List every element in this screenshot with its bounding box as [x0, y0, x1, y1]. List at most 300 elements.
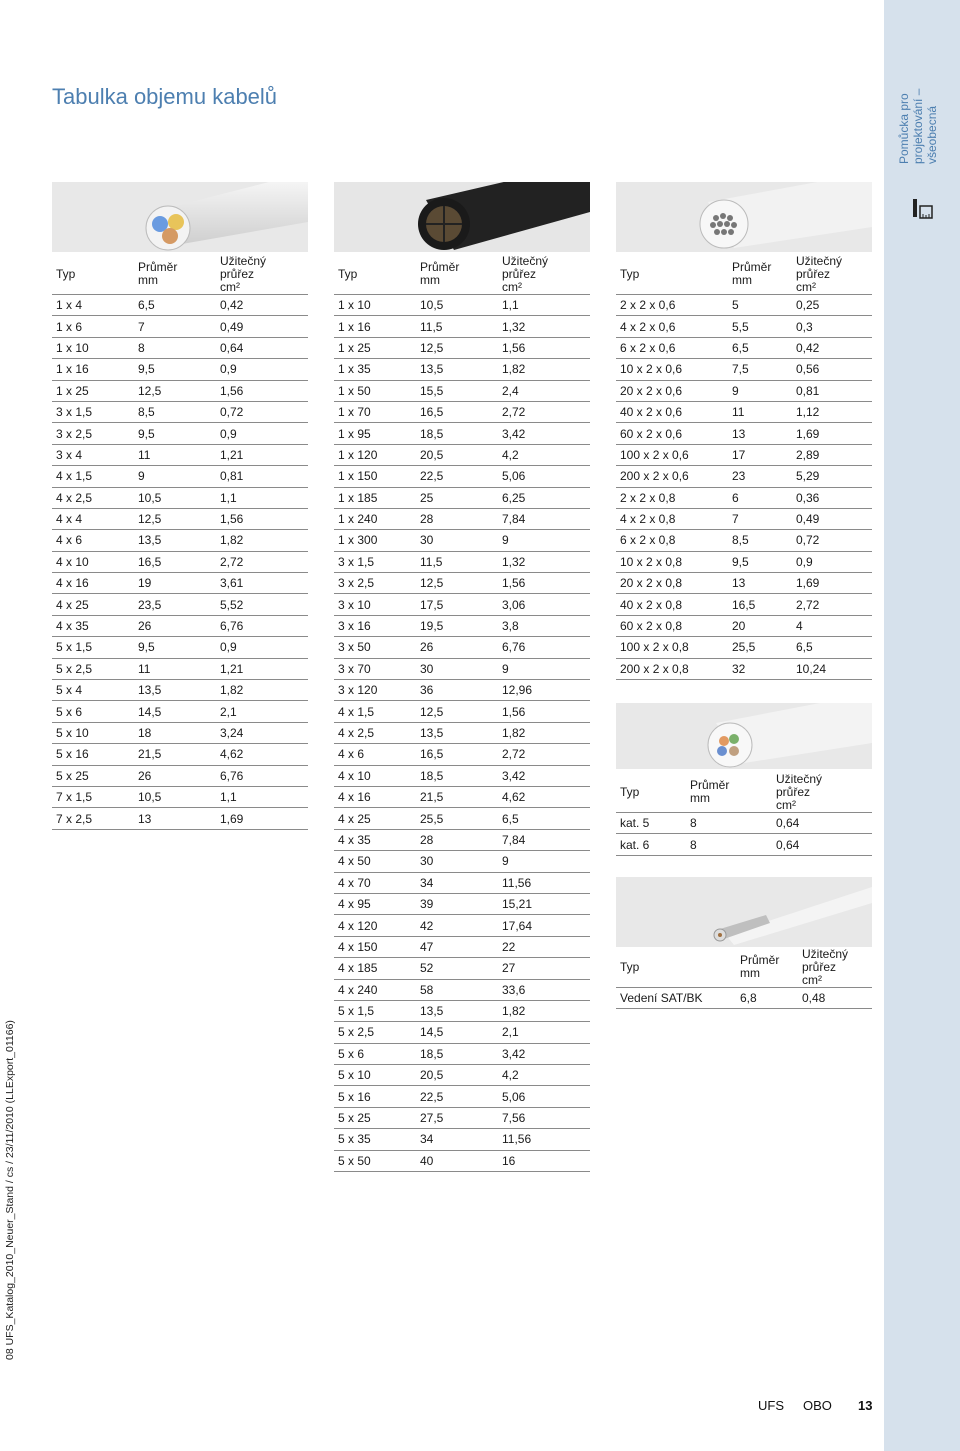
table-header: [334, 254, 590, 295]
cell-prumer: 12,5: [134, 380, 216, 401]
cell-prumer: 34: [416, 1129, 498, 1150]
cell-prumer: 17: [728, 444, 792, 465]
cell-prumer: 30: [416, 658, 498, 679]
cell-prurez: 1,56: [498, 701, 590, 722]
header-prumer: Průměr mm: [728, 254, 792, 295]
cell-typ: 3 x 70: [334, 658, 416, 679]
cell-typ: 4 x 95: [334, 893, 416, 914]
cell-prumer: 30: [416, 530, 498, 551]
cell-prurez: 3,42: [498, 1043, 590, 1064]
cable-photo-telecom: [616, 182, 872, 252]
cell-prumer: 16,5: [728, 594, 792, 615]
table-row: [616, 380, 872, 401]
cell-prumer: 23,5: [134, 594, 216, 615]
cell-prumer: 18,5: [416, 1043, 498, 1064]
cell-typ: 4 x 120: [334, 915, 416, 936]
table-row: [616, 615, 872, 636]
cell-prumer: 10,5: [134, 786, 216, 807]
cell-prumer: 16,5: [416, 744, 498, 765]
cell-prurez: 0,72: [792, 530, 872, 551]
table-row: [334, 637, 590, 658]
cell-prurez: 3,42: [498, 423, 590, 444]
table-row: [334, 573, 590, 594]
cell-prurez: 6,5: [792, 637, 872, 658]
cell-prurez: 0,64: [772, 813, 872, 834]
table-row: [52, 765, 308, 786]
cell-typ: 1 x 35: [334, 359, 416, 380]
cell-prurez: 1,69: [216, 808, 308, 829]
header-typ: Typ: [334, 254, 416, 295]
table-row: [616, 551, 872, 572]
cell-prumer: 20,5: [416, 1065, 498, 1086]
table-row: [334, 915, 590, 936]
cell-typ: 1 x 10: [334, 295, 416, 316]
cell-typ: kat. 5: [616, 813, 686, 834]
cell-prumer: 11,5: [416, 551, 498, 572]
cell-prurez: 3,8: [498, 615, 590, 636]
cell-prumer: 17,5: [416, 594, 498, 615]
cell-typ: 1 x 10: [52, 337, 134, 358]
cell-prumer: 18,5: [416, 423, 498, 444]
table-row: [52, 487, 308, 508]
table-row: [334, 1065, 590, 1086]
cell-typ: 4 x 35: [334, 829, 416, 850]
table-row: [334, 1107, 590, 1128]
cell-prumer: 40: [416, 1150, 498, 1171]
cell-prurez: 1,56: [216, 380, 308, 401]
header-prurez: Užitečný průřez cm²: [798, 947, 872, 988]
cell-prurez: 0,42: [792, 337, 872, 358]
table-row: [334, 316, 590, 337]
cell-typ: 4 x 2 x 0,6: [616, 316, 728, 337]
cell-prurez: 1,21: [216, 444, 308, 465]
table-row: [334, 508, 590, 529]
cell-prurez: 6,76: [216, 765, 308, 786]
cell-typ: 10 x 2 x 0,6: [616, 359, 728, 380]
table-row: [52, 423, 308, 444]
cell-prumer: 8,5: [728, 530, 792, 551]
table-row: [334, 615, 590, 636]
cell-prurez: 0,64: [216, 337, 308, 358]
cell-typ: 5 x 1,5: [334, 1000, 416, 1021]
cell-prurez: 22: [498, 936, 590, 957]
cell-prumer: 20: [728, 615, 792, 636]
cell-typ: 20 x 2 x 0,6: [616, 380, 728, 401]
cell-typ: 4 x 25: [52, 594, 134, 615]
cable-table-5: [616, 947, 872, 1009]
cell-prumer: 6: [728, 487, 792, 508]
cable-photo-black: [334, 182, 590, 252]
table-row: [334, 1022, 590, 1043]
cell-typ: 4 x 6: [52, 530, 134, 551]
cell-prumer: 18: [134, 722, 216, 743]
table-row: [334, 851, 590, 872]
cell-typ: 4 x 2,5: [52, 487, 134, 508]
header-typ: Typ: [616, 254, 728, 295]
cell-prumer: 34: [416, 872, 498, 893]
table-row: [52, 295, 308, 316]
table-row: [334, 765, 590, 786]
cell-typ: 5 x 10: [334, 1065, 416, 1086]
cell-typ: 3 x 1,5: [334, 551, 416, 572]
header-prumer: Průměr mm: [736, 947, 798, 988]
cell-typ: 20 x 2 x 0,8: [616, 573, 728, 594]
table-row: [334, 979, 590, 1000]
header-prurez: Užitečný průřez cm²: [772, 772, 872, 813]
table-row: [334, 808, 590, 829]
cell-prumer: 13: [728, 423, 792, 444]
cell-prurez: 15,21: [498, 893, 590, 914]
cell-prurez: 0,9: [792, 551, 872, 572]
table-row: [334, 701, 590, 722]
table-row: [52, 466, 308, 487]
cell-prurez: 2,1: [498, 1022, 590, 1043]
footer-brand-obo: OBO: [803, 1398, 832, 1413]
cell-typ: 3 x 2,5: [334, 573, 416, 594]
table-row: [334, 444, 590, 465]
header-prumer: Průměr mm: [416, 254, 498, 295]
cell-prumer: 6,5: [134, 295, 216, 316]
cell-prurez: 6,25: [498, 487, 590, 508]
table-row: [334, 423, 590, 444]
cell-typ: 4 x 70: [334, 872, 416, 893]
table-row: [52, 337, 308, 358]
cell-prurez: 2,72: [792, 594, 872, 615]
cell-typ: 4 x 16: [334, 786, 416, 807]
cell-prurez: 5,06: [498, 466, 590, 487]
cell-prurez: 1,69: [792, 423, 872, 444]
table-row: [334, 744, 590, 765]
table-row: [616, 466, 872, 487]
cell-prurez: 0,49: [216, 316, 308, 337]
cell-prumer: 8,5: [134, 401, 216, 422]
cell-typ: 100 x 2 x 0,8: [616, 637, 728, 658]
cell-prumer: 11: [134, 444, 216, 465]
cell-prurez: 1,56: [498, 337, 590, 358]
cell-typ: 5 x 1,5: [52, 637, 134, 658]
cell-prumer: 9,5: [728, 551, 792, 572]
cable-table-2: [334, 254, 590, 1172]
table-row: [616, 637, 872, 658]
cell-prurez: 0,9: [216, 637, 308, 658]
table-row: [334, 1043, 590, 1064]
cell-prumer: 13,5: [416, 359, 498, 380]
cell-prurez: 9: [498, 530, 590, 551]
table-row: [616, 316, 872, 337]
table-row: [334, 658, 590, 679]
cell-prurez: 1,69: [792, 573, 872, 594]
cell-prumer: 28: [416, 829, 498, 850]
cell-prurez: 7,84: [498, 508, 590, 529]
cable-table-1: [52, 254, 308, 830]
cell-prumer: 25,5: [728, 637, 792, 658]
table-row: [334, 380, 590, 401]
cell-prumer: 25: [416, 487, 498, 508]
cell-prurez: 11,56: [498, 1129, 590, 1150]
table-row: [52, 573, 308, 594]
table-row: [334, 1129, 590, 1150]
table-row: [616, 508, 872, 529]
cell-typ: 1 x 4: [52, 295, 134, 316]
cell-typ: 5 x 25: [52, 765, 134, 786]
cell-prumer: 6,8: [736, 988, 798, 1009]
table-row: [616, 813, 872, 834]
cell-prurez: 0,64: [772, 834, 872, 855]
header-prumer: Průměr mm: [686, 772, 772, 813]
cell-typ: 4 x 6: [334, 744, 416, 765]
cell-prumer: 12,5: [416, 701, 498, 722]
cell-prurez: 33,6: [498, 979, 590, 1000]
cell-prurez: 5,29: [792, 466, 872, 487]
table-row: [334, 893, 590, 914]
cell-prurez: 9: [498, 851, 590, 872]
table-row: [616, 530, 872, 551]
cell-typ: 3 x 4: [52, 444, 134, 465]
table-row: [616, 988, 872, 1009]
cell-prumer: 21,5: [416, 786, 498, 807]
cell-typ: 4 x 1,5: [52, 466, 134, 487]
cell-prurez: 2,72: [498, 401, 590, 422]
cell-prurez: 0,49: [792, 508, 872, 529]
cell-prumer: 7,5: [728, 359, 792, 380]
cell-typ: 1 x 25: [52, 380, 134, 401]
cell-prurez: 3,06: [498, 594, 590, 615]
cell-prurez: 1,21: [216, 658, 308, 679]
cell-prumer: 12,5: [416, 573, 498, 594]
cable-table-3: [616, 254, 872, 680]
table-row: [52, 444, 308, 465]
table-header: [616, 254, 872, 295]
table-row: [334, 337, 590, 358]
cell-typ: 6 x 2 x 0,8: [616, 530, 728, 551]
cell-prurez: 0,81: [216, 466, 308, 487]
cell-prurez: 16: [498, 1150, 590, 1171]
cell-typ: 4 x 150: [334, 936, 416, 957]
cell-typ: 7 x 1,5: [52, 786, 134, 807]
cell-prurez: 1,1: [498, 295, 590, 316]
cell-typ: 200 x 2 x 0,8: [616, 658, 728, 679]
cell-typ: 1 x 25: [334, 337, 416, 358]
cell-typ: 1 x 16: [334, 316, 416, 337]
cell-prurez: 1,82: [498, 1000, 590, 1021]
cell-prumer: 9: [728, 380, 792, 401]
cell-typ: kat. 6: [616, 834, 686, 855]
cell-prumer: 8: [686, 813, 772, 834]
cell-prurez: 1,12: [792, 401, 872, 422]
cell-prurez: 2,1: [216, 701, 308, 722]
cell-typ: 1 x 16: [52, 359, 134, 380]
cell-prumer: 32: [728, 658, 792, 679]
table-row: [334, 722, 590, 743]
cell-prurez: 0,25: [792, 295, 872, 316]
cell-typ: 5 x 10: [52, 722, 134, 743]
table-header: [616, 947, 872, 988]
cell-prurez: 0,42: [216, 295, 308, 316]
table-row: [52, 786, 308, 807]
cell-prumer: 30: [416, 851, 498, 872]
table-row: [616, 658, 872, 679]
header-prurez: Užitečný průřez cm²: [792, 254, 872, 295]
cell-prumer: 18,5: [416, 765, 498, 786]
cell-prurez: 10,24: [792, 658, 872, 679]
cell-typ: 1 x 6: [52, 316, 134, 337]
cell-typ: 1 x 240: [334, 508, 416, 529]
table-header: [52, 254, 308, 295]
header-typ: Typ: [616, 772, 686, 813]
cell-prumer: 42: [416, 915, 498, 936]
table-row: [334, 872, 590, 893]
table-row: [52, 359, 308, 380]
cell-prumer: 28: [416, 508, 498, 529]
cell-prumer: 12,5: [134, 508, 216, 529]
cell-prumer: 21,5: [134, 744, 216, 765]
cell-prumer: 9,5: [134, 359, 216, 380]
cell-prumer: 26: [416, 637, 498, 658]
cell-typ: 1 x 300: [334, 530, 416, 551]
cell-prumer: 13,5: [134, 680, 216, 701]
cell-typ: 5 x 6: [334, 1043, 416, 1064]
cell-prurez: 6,5: [498, 808, 590, 829]
cell-prumer: 22,5: [416, 466, 498, 487]
page-title: Tabulka objemu kabelů: [52, 84, 278, 109]
table-header: [616, 772, 872, 813]
cell-prumer: 8: [686, 834, 772, 855]
cell-prumer: 13,5: [134, 530, 216, 551]
cell-typ: 6 x 2 x 0,6: [616, 337, 728, 358]
cell-prumer: 14,5: [416, 1022, 498, 1043]
cell-prumer: 13,5: [416, 722, 498, 743]
cell-prumer: 19: [134, 573, 216, 594]
table-row: [334, 1000, 590, 1021]
cell-typ: 5 x 2,5: [334, 1022, 416, 1043]
cell-prumer: 39: [416, 893, 498, 914]
table-row: [334, 359, 590, 380]
cell-prumer: 9: [134, 466, 216, 487]
cell-prurez: 2,72: [498, 744, 590, 765]
cell-prumer: 20,5: [416, 444, 498, 465]
header-prurez: Užitečný průřez cm²: [498, 254, 590, 295]
cell-typ: 2 x 2 x 0,8: [616, 487, 728, 508]
cell-prumer: 16,5: [134, 551, 216, 572]
cell-prumer: 25,5: [416, 808, 498, 829]
cell-typ: 200 x 2 x 0,6: [616, 466, 728, 487]
cell-prurez: 0,9: [216, 423, 308, 444]
cable-photo-data: [616, 703, 872, 769]
cell-typ: 5 x 50: [334, 1150, 416, 1171]
cell-prurez: 7,56: [498, 1107, 590, 1128]
cell-prumer: 13: [134, 808, 216, 829]
cell-typ: 1 x 50: [334, 380, 416, 401]
cell-prurez: 1,32: [498, 551, 590, 572]
table-row: [52, 615, 308, 636]
table-row: [334, 786, 590, 807]
cell-typ: 4 x 10: [334, 765, 416, 786]
cell-prumer: 27,5: [416, 1107, 498, 1128]
table-row: [616, 359, 872, 380]
cell-typ: Vedení SAT/BK: [616, 988, 736, 1009]
cell-prumer: 12,5: [416, 337, 498, 358]
cell-typ: 4 x 25: [334, 808, 416, 829]
cell-prurez: 1,82: [216, 680, 308, 701]
cell-prumer: 16,5: [416, 401, 498, 422]
cell-prurez: 5,52: [216, 594, 308, 615]
cell-typ: 100 x 2 x 0,6: [616, 444, 728, 465]
cell-typ: 5 x 2,5: [52, 658, 134, 679]
cell-prurez: 11,56: [498, 872, 590, 893]
cell-prurez: 0,36: [792, 487, 872, 508]
page-number: 13: [858, 1398, 873, 1413]
table-row: [334, 829, 590, 850]
cell-typ: 4 x 185: [334, 958, 416, 979]
cell-prumer: 58: [416, 979, 498, 1000]
cell-prumer: 36: [416, 680, 498, 701]
table-row: [334, 466, 590, 487]
header-prumer: Průměr mm: [134, 254, 216, 295]
cell-prurez: 4,2: [498, 444, 590, 465]
table-row: [52, 530, 308, 551]
cell-prurez: 9: [498, 658, 590, 679]
table-row: [334, 680, 590, 701]
table-row: [52, 508, 308, 529]
cell-typ: 40 x 2 x 0,8: [616, 594, 728, 615]
table-row: [334, 295, 590, 316]
cable-photo-coax: [616, 877, 872, 947]
cell-prurez: 4,62: [216, 744, 308, 765]
table-row: [52, 658, 308, 679]
cell-typ: 1 x 120: [334, 444, 416, 465]
cell-prurez: 1,1: [216, 487, 308, 508]
table-row: [52, 401, 308, 422]
cell-typ: 4 x 16: [52, 573, 134, 594]
cell-prurez: 12,96: [498, 680, 590, 701]
cell-typ: 7 x 2,5: [52, 808, 134, 829]
cell-prumer: 10,5: [416, 295, 498, 316]
table-row: [52, 722, 308, 743]
cell-typ: 60 x 2 x 0,6: [616, 423, 728, 444]
table-row: [616, 337, 872, 358]
cell-typ: 1 x 150: [334, 466, 416, 487]
cell-prurez: 0,72: [216, 401, 308, 422]
cell-typ: 5 x 35: [334, 1129, 416, 1150]
cell-prumer: 23: [728, 466, 792, 487]
table-row: [52, 551, 308, 572]
cell-prurez: 1,56: [498, 573, 590, 594]
table-row: [334, 1086, 590, 1107]
cell-prumer: 14,5: [134, 701, 216, 722]
table-row: [334, 551, 590, 572]
table-row: [334, 530, 590, 551]
cell-typ: 4 x 2 x 0,8: [616, 508, 728, 529]
cell-prumer: 11: [728, 401, 792, 422]
cable-photo-round: [52, 182, 308, 252]
cell-prumer: 15,5: [416, 380, 498, 401]
cell-typ: 4 x 4: [52, 508, 134, 529]
table-row: [616, 834, 872, 855]
cell-prumer: 5,5: [728, 316, 792, 337]
cell-prumer: 11,5: [416, 316, 498, 337]
table-row: [52, 701, 308, 722]
table-row: [334, 1150, 590, 1171]
cell-typ: 5 x 16: [52, 744, 134, 765]
cell-prurez: 3,42: [498, 765, 590, 786]
cell-prurez: 0,9: [216, 359, 308, 380]
cell-typ: 10 x 2 x 0,8: [616, 551, 728, 572]
cell-typ: 1 x 185: [334, 487, 416, 508]
cell-prurez: 7,84: [498, 829, 590, 850]
table-row: [52, 316, 308, 337]
cell-prurez: 0,3: [792, 316, 872, 337]
cell-prurez: 6,76: [216, 615, 308, 636]
